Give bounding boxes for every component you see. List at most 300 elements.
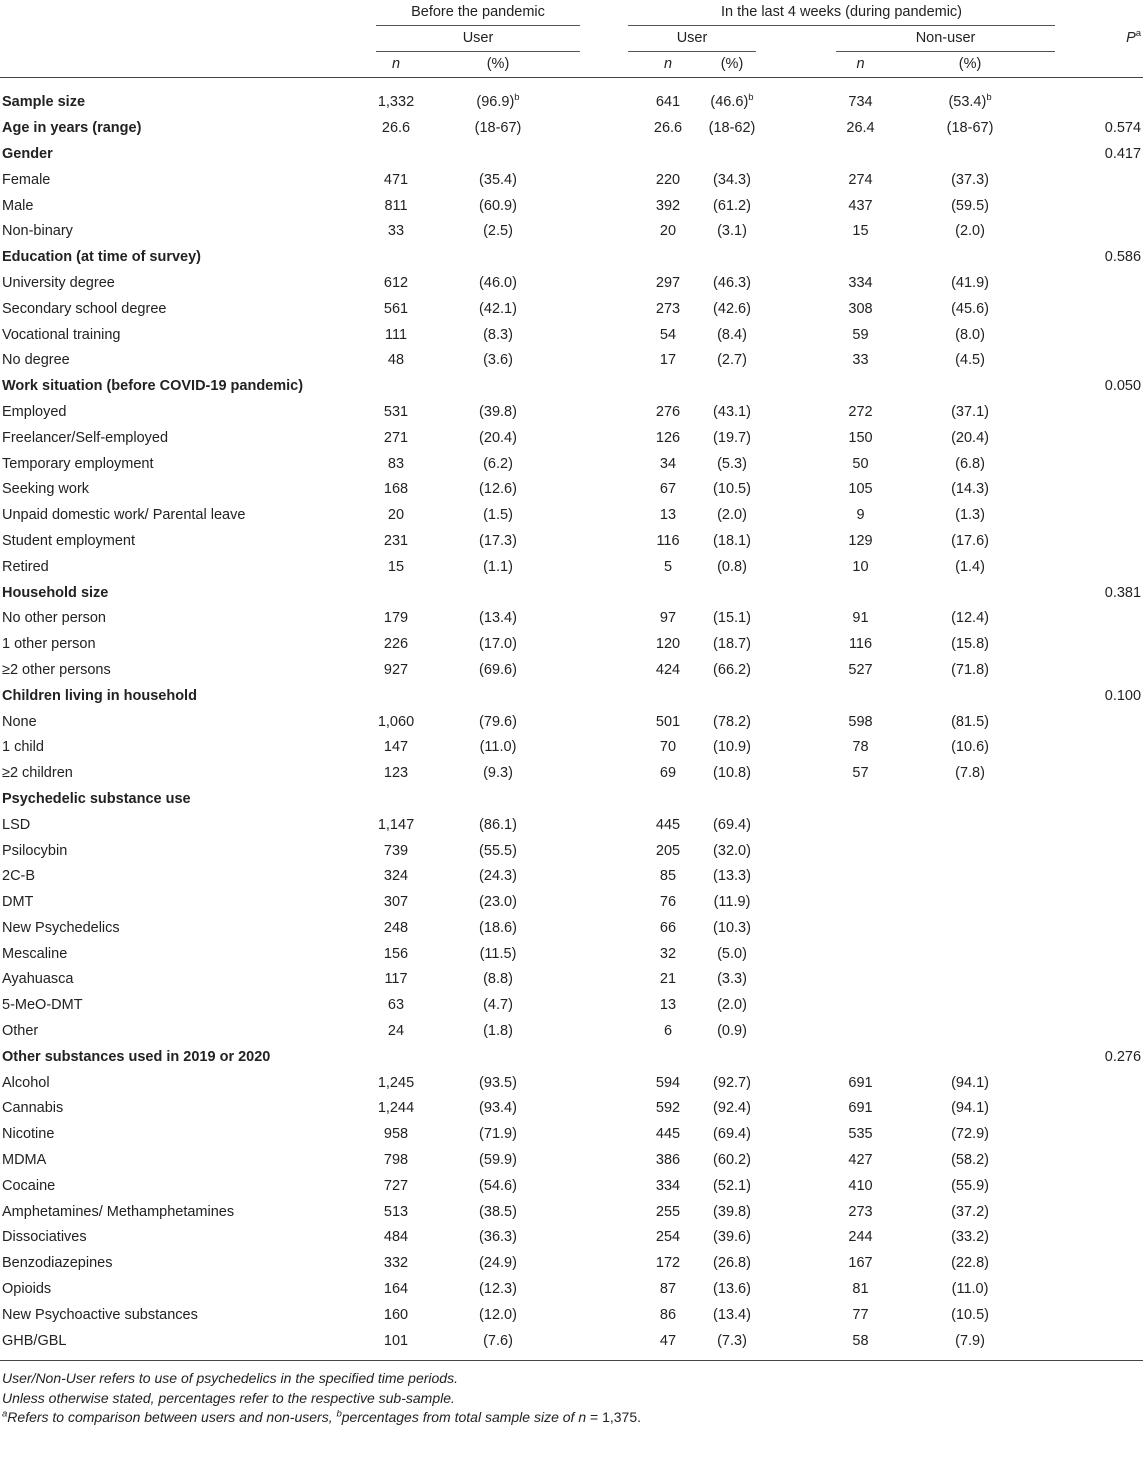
table-cell <box>376 245 416 271</box>
row-label: Psilocybin <box>2 842 68 859</box>
table-cell: (38.5) <box>479 1203 517 1220</box>
table-cell: (37.1) <box>951 403 989 420</box>
table-cell: (55.9) <box>951 1177 989 1194</box>
table-row <box>0 1277 1143 1303</box>
table-cell: 13 <box>659 507 677 524</box>
table-cell: 445 <box>655 1126 681 1143</box>
table-cell: (46.0) <box>479 274 517 291</box>
p-value-cell <box>1055 400 1143 426</box>
table-cell: (86.1) <box>479 816 517 833</box>
spacer-cell <box>756 1277 836 1303</box>
table-row <box>0 864 1143 890</box>
table-cell: (5.3) <box>717 455 747 472</box>
spacer-cell <box>580 864 628 890</box>
spacer-cell <box>756 813 836 839</box>
spacer-cell <box>580 374 628 400</box>
table-cell: 26.4 <box>846 120 875 137</box>
spacer-cell <box>756 942 836 968</box>
table-cell: (10.3) <box>713 919 751 936</box>
spacer-cell <box>580 684 628 710</box>
table-cell: (32.0) <box>713 842 751 859</box>
table-cell: 273 <box>848 1203 873 1220</box>
spacer-cell <box>580 967 628 993</box>
row-label: 5-MeO-DMT <box>2 997 83 1014</box>
table-cell: 691 <box>848 1100 873 1117</box>
table-cell: 15 <box>387 558 405 575</box>
spacer-cell <box>756 1200 836 1226</box>
table-cell <box>416 245 580 271</box>
table-cell <box>628 374 708 400</box>
table-cell: (13.6) <box>713 1281 751 1298</box>
table-cell: 179 <box>383 610 409 627</box>
spacer-cell <box>756 348 836 374</box>
p-value-cell <box>1055 555 1143 581</box>
spacer-cell <box>580 78 628 116</box>
table-cell: (10.5) <box>951 1306 989 1323</box>
p-value-cell <box>1055 1096 1143 1122</box>
table-row <box>0 1200 1143 1226</box>
table-row <box>0 452 1143 478</box>
table-cell: (18.1) <box>713 532 751 549</box>
header-pct: (%) <box>958 55 982 72</box>
table-cell: 15 <box>852 223 869 240</box>
table-footnotes <box>0 1361 1143 1428</box>
table-cell: (55.5) <box>479 842 517 859</box>
table-cell: (17.6) <box>951 532 989 549</box>
spacer-cell <box>756 1071 836 1097</box>
row-label: Work situation (before COVID-19 pandemic) <box>2 378 304 395</box>
table-cell: 97 <box>659 610 677 627</box>
table-cell: 168 <box>383 481 409 498</box>
table-cell: 276 <box>655 403 681 420</box>
table-cell: 21 <box>659 971 677 988</box>
table-cell: (10.6) <box>951 739 989 756</box>
table-cell: (41.9) <box>951 274 989 291</box>
table-cell <box>416 142 580 168</box>
table-cell: 117 <box>384 971 408 988</box>
table-cell: (60.9) <box>479 197 517 214</box>
table-cell: 17 <box>659 352 677 369</box>
p-value-cell <box>1055 1251 1143 1277</box>
table-cell: (43.1) <box>713 403 751 420</box>
row-label: Nicotine <box>2 1126 55 1143</box>
table-cell: 1,244 <box>377 1100 415 1117</box>
p-value-cell <box>1055 916 1143 942</box>
table-cell: 392 <box>655 197 681 214</box>
spacer-cell <box>580 1277 628 1303</box>
table-header <box>0 0 1143 78</box>
table-row <box>0 271 1143 297</box>
table-group-row <box>0 116 1143 142</box>
table-row <box>0 219 1143 245</box>
table-cell: 47 <box>659 1332 677 1349</box>
table-cell: (69.4) <box>713 816 751 833</box>
row-label: Children living in household <box>2 687 197 704</box>
table-cell: (42.1) <box>479 300 517 317</box>
table-cell: 20 <box>387 507 405 524</box>
table-cell: 83 <box>387 455 405 472</box>
table-cell: (13.4) <box>479 610 517 627</box>
table-group-row <box>0 142 1143 168</box>
p-value-cell <box>1055 1148 1143 1174</box>
table-cell: 427 <box>848 1152 873 1169</box>
table-cell: (2.5) <box>483 223 513 240</box>
table-cell: (3.6) <box>483 352 513 369</box>
table-cell <box>376 787 416 813</box>
table-row <box>0 1329 1143 1355</box>
table-cell: (11.0) <box>479 739 517 756</box>
p-value-cell <box>1055 1174 1143 1200</box>
table-cell: (92.7) <box>713 1074 751 1091</box>
p-value-cell <box>1055 658 1143 684</box>
table-cell: 116 <box>656 532 680 549</box>
spacer-cell <box>580 942 628 968</box>
row-label: Sample size <box>2 94 86 111</box>
table-cell <box>836 245 885 271</box>
table-cell: 727 <box>383 1177 409 1194</box>
table-cell: (12.0) <box>479 1306 517 1323</box>
table-cell: 531 <box>383 403 409 420</box>
table-cell: (7.9) <box>955 1332 985 1349</box>
p-value-cell: 0.276 <box>1104 1048 1142 1065</box>
p-value-cell <box>1055 426 1143 452</box>
p-value-cell <box>1055 1225 1143 1251</box>
table-cell <box>836 581 885 607</box>
row-label: Other substances used in 2019 or 2020 <box>2 1048 271 1065</box>
table-cell <box>708 1045 756 1071</box>
table-cell: (3.1) <box>717 223 747 240</box>
table-row <box>0 942 1143 968</box>
spacer-cell <box>580 1122 628 1148</box>
spacer-cell <box>580 1019 628 1045</box>
table-cell: (23.0) <box>479 894 517 911</box>
table-cell: (13.4) <box>713 1306 751 1323</box>
spacer-cell <box>756 1251 836 1277</box>
spacer-cell <box>756 245 836 271</box>
spacer-cell <box>756 658 836 684</box>
table-cell: 248 <box>383 919 409 936</box>
table-cell: 63 <box>387 997 405 1014</box>
table-cell: 220 <box>655 171 681 188</box>
table-row <box>0 993 1143 1019</box>
table-cell <box>628 581 708 607</box>
p-value-cell: 0.381 <box>1104 584 1142 601</box>
table-cell <box>836 839 885 865</box>
spacer-cell <box>756 710 836 736</box>
row-label: 1 other person <box>2 636 96 653</box>
spacer-cell <box>756 503 836 529</box>
table-group-row <box>0 78 1143 116</box>
table-cell: (39.8) <box>479 403 517 420</box>
table-cell: 471 <box>383 171 409 188</box>
table-row <box>0 348 1143 374</box>
table-cell: 1,060 <box>377 713 415 730</box>
p-value-cell <box>1055 503 1143 529</box>
table-cell <box>885 1019 1055 1045</box>
table-cell <box>416 581 580 607</box>
table-cell: (15.8) <box>951 636 989 653</box>
table-cell: 26.6 <box>381 120 411 137</box>
table-cell <box>628 787 708 813</box>
spacer-cell <box>580 452 628 478</box>
table-cell: 57 <box>852 765 869 782</box>
spacer-cell <box>756 297 836 323</box>
spacer-cell <box>580 168 628 194</box>
spacer-cell <box>756 400 836 426</box>
spacer-cell <box>756 452 836 478</box>
table-cell: (5.0) <box>717 945 747 962</box>
table-cell: (2.0) <box>717 997 747 1014</box>
spacer-cell <box>756 1329 836 1355</box>
table-row <box>0 1071 1143 1097</box>
spacer-cell <box>580 1148 628 1174</box>
row-label: ≥2 other persons <box>2 661 111 678</box>
table-cell: (7.6) <box>483 1332 513 1349</box>
table-row <box>0 1174 1143 1200</box>
p-value-cell <box>1055 606 1143 632</box>
header-before-pandemic: Before the pandemic <box>376 0 580 26</box>
table-cell: 513 <box>383 1203 409 1220</box>
spacer-cell <box>580 1225 628 1251</box>
spacer-cell <box>580 426 628 452</box>
table-cell: (20.4) <box>479 429 517 446</box>
table-cell: 598 <box>848 713 873 730</box>
table-cell <box>885 245 1055 271</box>
header-pct: (%) <box>720 55 744 72</box>
table-cell <box>885 839 1055 865</box>
spacer-cell <box>756 606 836 632</box>
table-cell: (39.6) <box>713 1229 751 1246</box>
table-cell: (12.3) <box>479 1281 517 1298</box>
table-row <box>0 735 1143 761</box>
table-row <box>0 1225 1143 1251</box>
table-cell: (37.2) <box>951 1203 989 1220</box>
table-cell: 244 <box>848 1229 873 1246</box>
spacer-cell <box>756 1019 836 1045</box>
p-value-cell <box>1055 632 1143 658</box>
table-cell: 307 <box>383 894 409 911</box>
p-value-cell <box>1055 168 1143 194</box>
row-label: Female <box>2 171 51 188</box>
table-group-row <box>0 245 1143 271</box>
table-row <box>0 1096 1143 1122</box>
row-label: Mescaline <box>2 945 68 962</box>
spacer-cell <box>756 271 836 297</box>
table-cell: 76 <box>659 894 677 911</box>
table-row <box>0 761 1143 787</box>
table-cell: $(96.9)^b$ <box>476 92 520 111</box>
table-cell <box>708 581 756 607</box>
p-value-cell <box>1055 323 1143 349</box>
footnote-line-3: $^a$Refers to comparison between users and non-users, $^b$percentages from total sample size of n = 1,375. <box>2 1408 642 1426</box>
table-cell: 87 <box>659 1281 677 1298</box>
table-cell: (79.6) <box>479 713 517 730</box>
table-cell: 33 <box>852 352 869 369</box>
p-value-cell <box>1055 967 1143 993</box>
table-cell: (78.2) <box>713 713 751 730</box>
table-cell: 26.6 <box>653 120 683 137</box>
spacer-cell <box>580 658 628 684</box>
table-cell <box>376 684 416 710</box>
spacer-cell <box>756 916 836 942</box>
table-cell: $(46.6)^b$ <box>710 92 754 111</box>
table-row <box>0 916 1143 942</box>
table-cell: 811 <box>384 197 408 214</box>
table-cell: 160 <box>383 1306 409 1323</box>
row-label: MDMA <box>2 1152 47 1169</box>
table-cell: 226 <box>383 636 409 653</box>
table-cell: (2.0) <box>955 223 985 240</box>
table-cell: 123 <box>383 765 409 782</box>
table-row <box>0 503 1143 529</box>
p-value-cell <box>1055 78 1143 116</box>
p-value-cell <box>1055 890 1143 916</box>
table-cell <box>836 890 885 916</box>
table-row <box>0 710 1143 736</box>
table-cell <box>836 142 885 168</box>
p-value-cell <box>1055 1200 1143 1226</box>
table-cell: (24.3) <box>479 868 517 885</box>
footnote-line-2: Unless otherwise stated, percentages refer to the respective sub-sample. <box>2 1389 455 1406</box>
table-cell: 70 <box>659 739 677 756</box>
p-value-cell <box>1055 813 1143 839</box>
spacer-cell <box>756 374 836 400</box>
table-row <box>0 323 1143 349</box>
spacer-cell <box>580 710 628 736</box>
table-cell <box>708 245 756 271</box>
row-label: Other <box>2 1023 39 1040</box>
table-cell: (71.8) <box>951 661 989 678</box>
table-cell <box>628 684 708 710</box>
table-cell: (4.7) <box>483 997 513 1014</box>
table-cell: (6.2) <box>483 455 513 472</box>
table-cell: (12.4) <box>951 610 989 627</box>
table-row <box>0 477 1143 503</box>
table-row <box>0 529 1143 555</box>
spacer-cell <box>756 967 836 993</box>
spacer-cell <box>580 1096 628 1122</box>
table-cell: (2.7) <box>717 352 747 369</box>
spacer-cell <box>580 194 628 220</box>
table-cell: (93.4) <box>479 1100 517 1117</box>
row-label: Temporary employment <box>2 455 154 472</box>
spacer-cell <box>580 993 628 1019</box>
table-cell: (17.0) <box>479 636 517 653</box>
spacer-cell <box>756 1174 836 1200</box>
table-row <box>0 1148 1143 1174</box>
table-cell: (24.9) <box>479 1255 517 1272</box>
table-cell: 231 <box>383 532 409 549</box>
table-cell: 445 <box>655 816 681 833</box>
table-cell: (54.6) <box>479 1177 517 1194</box>
table-cell: (92.4) <box>713 1100 751 1117</box>
table-cell: 205 <box>655 842 681 859</box>
table-cell: 527 <box>848 661 873 678</box>
table-row <box>0 1303 1143 1329</box>
table-cell: 255 <box>655 1203 681 1220</box>
row-label: LSD <box>2 816 31 833</box>
table-cell <box>836 916 885 942</box>
spacer-cell <box>580 581 628 607</box>
table-cell <box>885 787 1055 813</box>
table-cell: (8.3) <box>483 326 513 343</box>
table-cell: (72.9) <box>951 1126 989 1143</box>
p-value-cell: 0.574 <box>1104 120 1142 137</box>
table-cell: 167 <box>848 1255 873 1272</box>
p-value-cell <box>1055 348 1143 374</box>
table-cell <box>416 787 580 813</box>
spacer-cell <box>756 1225 836 1251</box>
p-value-cell <box>1055 942 1143 968</box>
row-label: No other person <box>2 610 106 627</box>
table-cell <box>836 993 885 1019</box>
spacer-cell <box>756 477 836 503</box>
spacer-cell <box>756 116 836 142</box>
header-last-4-weeks: In the last 4 weeks (during pandemic) <box>628 0 1055 26</box>
table-cell: 6 <box>663 1023 673 1040</box>
table-cell <box>416 684 580 710</box>
row-label: University degree <box>2 274 115 291</box>
table-cell: 172 <box>655 1255 681 1272</box>
row-label: Psychedelic substance use <box>2 790 191 807</box>
table-cell: 324 <box>383 868 409 885</box>
table-cell: (37.3) <box>951 171 989 188</box>
header-user-during: User <box>628 26 756 52</box>
spacer-cell <box>580 1071 628 1097</box>
table-cell: 116 <box>848 636 873 653</box>
spacer-cell <box>580 1251 628 1277</box>
table-cell: (1.1) <box>483 558 513 575</box>
spacer-cell <box>580 839 628 865</box>
table-cell <box>836 864 885 890</box>
table-cell: 273 <box>655 300 681 317</box>
table-cell: (59.5) <box>951 197 989 214</box>
row-label: Alcohol <box>2 1074 50 1091</box>
table-cell: (4.5) <box>955 352 985 369</box>
header-n: n <box>663 55 673 72</box>
table-cell: 958 <box>383 1126 409 1143</box>
table-cell: (7.3) <box>717 1332 747 1349</box>
table-cell: 111 <box>384 326 408 343</box>
table-group-row <box>0 1045 1143 1071</box>
table-cell: 5 <box>663 558 673 575</box>
table-cell <box>836 942 885 968</box>
table-cell: (6.8) <box>955 455 985 472</box>
table-cell <box>708 374 756 400</box>
spacer-cell <box>580 632 628 658</box>
row-label: New Psychedelics <box>2 919 120 936</box>
table-cell: (71.9) <box>479 1126 517 1143</box>
table-cell: (35.4) <box>479 171 517 188</box>
spacer-cell <box>756 1122 836 1148</box>
table-cell: (94.1) <box>951 1100 989 1117</box>
table-row <box>0 658 1143 684</box>
row-label: Education (at time of survey) <box>2 249 202 266</box>
table-cell: 48 <box>387 352 405 369</box>
row-label: Vocational training <box>2 326 121 343</box>
spacer-cell <box>580 787 628 813</box>
table-cell <box>885 1045 1055 1071</box>
table-group-row <box>0 581 1143 607</box>
table-cell <box>416 1045 580 1071</box>
table-cell: 308 <box>848 300 873 317</box>
table-cell: (20.4) <box>951 429 989 446</box>
spacer-cell <box>756 993 836 1019</box>
spacer-cell <box>580 348 628 374</box>
table-cell: 9 <box>856 507 865 524</box>
table-cell: 927 <box>383 661 409 678</box>
spacer-cell <box>580 735 628 761</box>
